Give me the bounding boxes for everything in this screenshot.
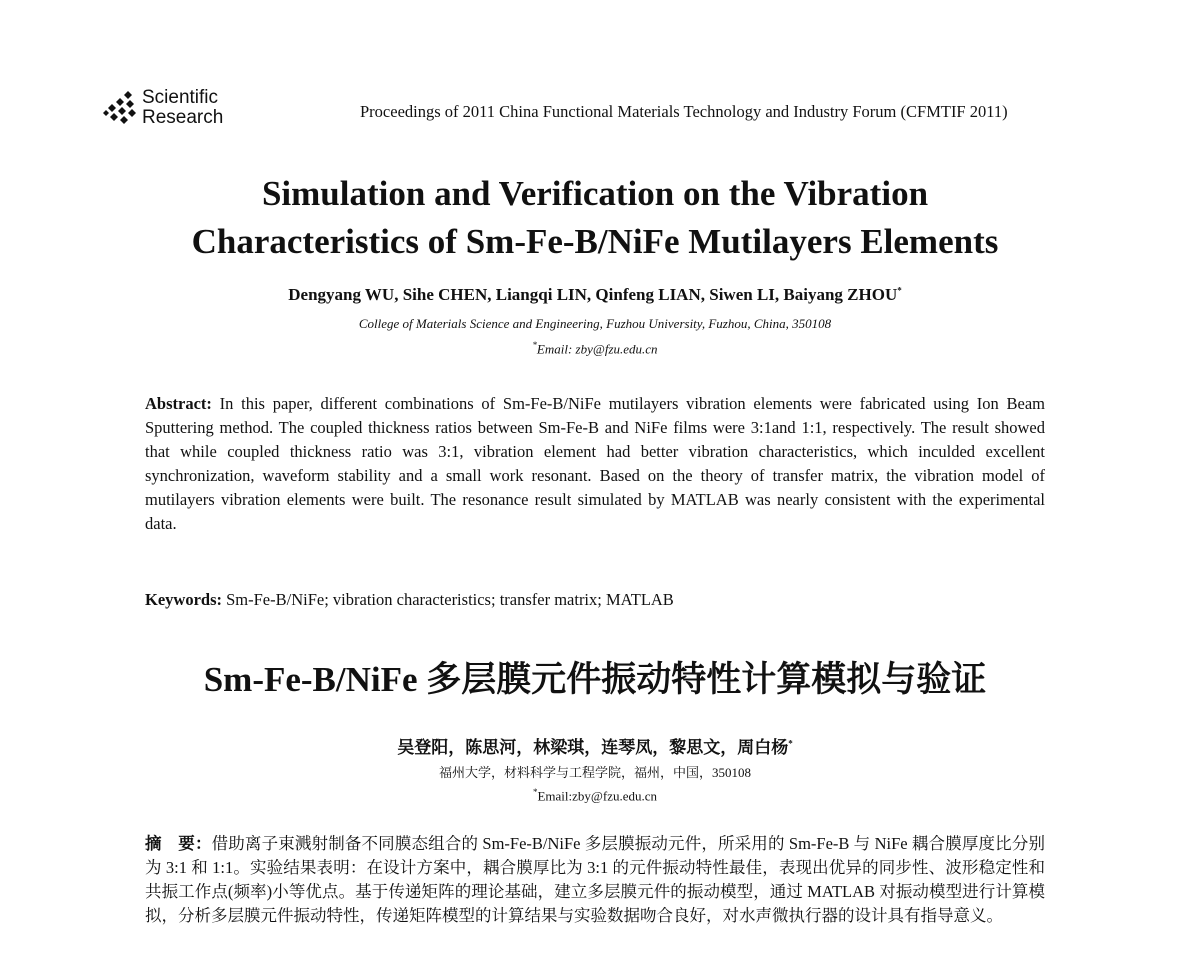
cn-email-text: Email:zby@fzu.edu.cn [537, 788, 658, 804]
keywords-paragraph [145, 588, 1045, 612]
paper-title [100, 170, 1090, 266]
logo-line-2: Research [142, 107, 224, 128]
proceedings-title: Proceedings of 2011 China Functional Materials Technology and Industry Forum (CFMTIF 2011) [360, 102, 1008, 121]
affiliation: College of Materials Science and Engineering, Fuzhou University, Fuzhou, China, 350108 [358, 316, 832, 331]
cn-authors-text: 吴登阳，陈思河，林梁琪，连琴凤，黎思文，周白杨 [397, 738, 789, 757]
diamond-cluster-icon [100, 89, 142, 127]
cn-abstract-text: 借助离子束溅射制备不同膜态组合的 Sm-Fe-B/NiFe 多层膜振动元件，所采用的 Sm-Fe-B 与 NiFe 耦合膜厚度比分别为 3:1 和 1:1。实验结果表明：在设计方案中，耦合膜厚比为 3:1 的元件振动特性最佳，表现出优异的同步性、波形稳定性和共振工作点(频率)小等优点。基于传递矩阵的理论基础，建立多层膜元件的振动模型，通过 MATLAB 对振动模型进行计算模拟，分析多层膜元件振动特性，传递矩阵模型的计算结果与实验数据吻合良好，对水声微执行器的设计具有指导意义。 [145, 834, 1045, 925]
title-line-1: Simulation and Verification on the Vibration [261, 174, 929, 213]
page-header [100, 86, 1090, 134]
cn-corresponding-star: * [788, 738, 793, 749]
keywords-label: Keywords: [145, 590, 222, 609]
chinese-author-list [100, 733, 1090, 758]
keywords-text: Sm-Fe-B/NiFe; vibration characteristics; transfer matrix; MATLAB [222, 590, 674, 609]
publisher-logo [100, 88, 223, 128]
email-line [100, 340, 1090, 357]
cn-email-star: * [532, 787, 538, 797]
abstract-paragraph [145, 392, 1045, 536]
chinese-email-line [100, 787, 1090, 804]
logo-line-1: Scientific [142, 87, 219, 108]
abstract-label: Abstract: [145, 394, 212, 413]
title-line-2: Characteristics of Sm-Fe-B/NiFe Mutilayers Elements [191, 222, 999, 261]
chinese-abstract-paragraph [145, 832, 1045, 928]
email-star: * [532, 340, 537, 350]
chinese-affiliation: 福州大学，材料科学与工程学院，福州，中国，350108 [438, 765, 751, 780]
chinese-title: Sm-Fe-B/NiFe 多层膜元件振动特性计算模拟与验证 [203, 660, 987, 699]
cn-abstract-label: 摘 要： [145, 834, 212, 853]
authors-text: Dengyang WU, Sihe CHEN, Liangqi LIN, Qinfeng LIAN, Siwen LI, Baiyang ZHOU [288, 285, 898, 304]
author-list [100, 285, 1090, 305]
email-text: Email: zby@fzu.edu.cn [536, 341, 658, 357]
corresponding-star: * [897, 285, 902, 296]
abstract-text: In this paper, different combinations of Sm-Fe-B/NiFe mutilayers vibration elements were fabricated using Ion Beam Sputtering method. The coupled thickness ratios between Sm-Fe-B and NiFe films were 3:1and 1:1, respectively. The result showed that while coupled thickness ratio was 3:1, vibration element had better vibration characteristics, which inculded excellent synchronization, waveform stability and a small work resonant. Based on the theory of transfer matrix, the vibration model of mutilayers vibration elements were built. The resonance result simulated by MATLAB was nearly consistent with the experimental data. [145, 394, 1045, 533]
